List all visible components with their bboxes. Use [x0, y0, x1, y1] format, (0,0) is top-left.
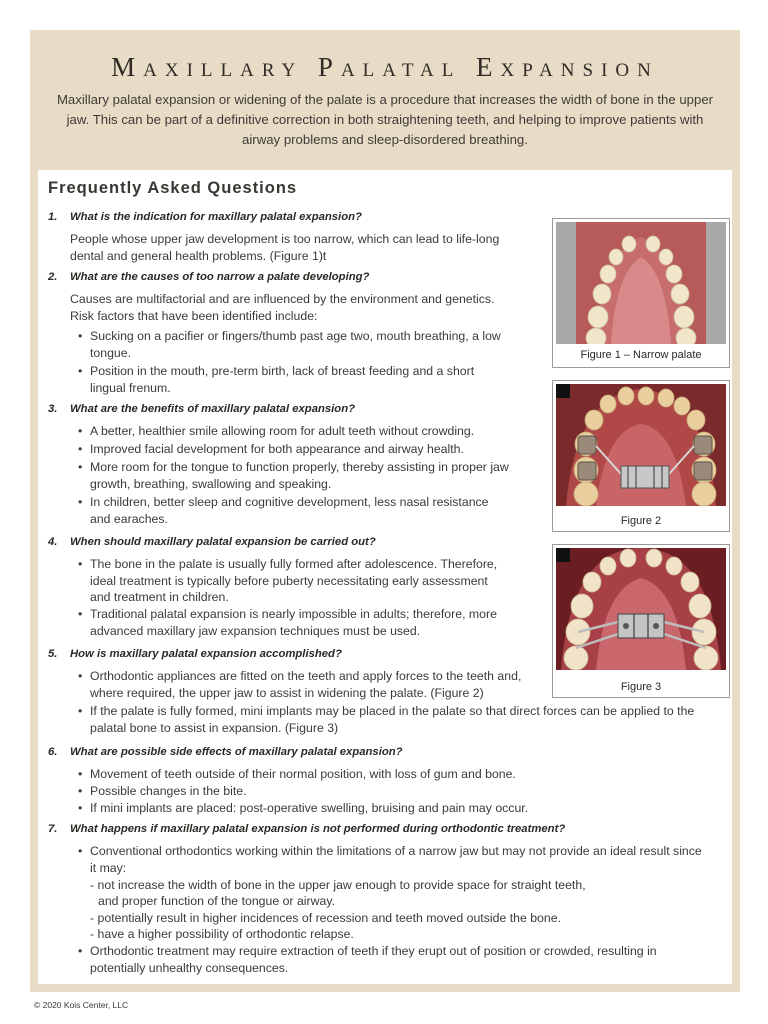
- answer-2: Causes are multifactorial and are influenced by the environment and genetics. Risk factors that have been identified include:: [70, 292, 495, 323]
- figure-1: [552, 218, 730, 368]
- question-text: What is the indication for maxillary palatal expansion?: [70, 211, 362, 223]
- list-item: • Traditional palatal expansion is nearly impossible in adults; therefore, more advanced maxillary jaw expansion techniques must be used.: [78, 607, 497, 638]
- list-item: • In children, better sleep and cognitive development, less nasal resistance and earaches.: [78, 495, 489, 526]
- answer-1: People whose upper jaw development is too narrow, which can lead to life-long dental and general health problems. (Figure 1)t: [70, 232, 500, 263]
- copyright-footer: © 2020 Kois Center, LLC: [34, 1000, 129, 1010]
- header-band: [30, 30, 740, 170]
- list-item: • Orthodontic appliances are fitted on the teeth and apply forces to the teeth and, where required, the upper jaw to assist in widening the palate. (Figure 2): [78, 669, 522, 700]
- page-frame: [30, 30, 740, 992]
- question-number: 7.: [48, 823, 58, 835]
- list-item: • If mini implants are placed: post-operative swelling, bruising and pain may occur.: [78, 801, 529, 815]
- list-item: • If the palate is fully formed, mini implants may be placed in the palate so that direct forces can be applied to the palatal bone to assist in expansion. (Figure 3): [78, 704, 695, 735]
- content-panel: [38, 170, 732, 984]
- intro-paragraph: Maxillary palatal expansion or widening of the palate is a procedure that increases the width of bone in the upper jaw. This can be part of a definitive correction in both straightening teeth, and helping to improve patients with airway problems and sleep-disordered breathing.: [56, 92, 714, 147]
- list-item: • Movement of teeth outside of their normal position, with loss of gum and bone.: [78, 767, 516, 781]
- question-number: 1.: [48, 211, 58, 223]
- question-4: [48, 536, 376, 548]
- question-number: 3.: [48, 403, 58, 415]
- question-3: [48, 403, 355, 415]
- question-2: [48, 271, 369, 283]
- figure-3: [552, 544, 730, 698]
- question-number: 4.: [48, 536, 58, 548]
- faq-heading: Frequently Asked Questions: [48, 179, 298, 197]
- list-item: • More room for the tongue to function properly, thereby assisting in proper jaw growth, breathing, swallowing and speaking.: [78, 460, 509, 491]
- expansion-appliance-photo: [556, 384, 726, 506]
- question-text: When should maxillary palatal expansion be carried out?: [70, 536, 376, 548]
- page-title: Maxillary Palatal Expansion: [111, 52, 659, 82]
- question-text: What are possible side effects of maxillary palatal expansion?: [70, 746, 403, 758]
- question-6: [48, 746, 403, 758]
- list-item: • Conventional orthodontics working within the limitations of a narrow jaw but may not provide an ideal result since it may:: [78, 844, 702, 875]
- narrow-palate-photo: [556, 222, 726, 344]
- list-item: • Possible changes in the bite.: [78, 784, 247, 798]
- question-text: What are the causes of too narrow a palate developing?: [70, 271, 370, 283]
- question-number: 5.: [48, 648, 58, 660]
- sub-item: - have a higher possibility of orthodontic relapse.: [90, 927, 354, 941]
- question-number: 6.: [48, 746, 58, 758]
- figure-caption: Figure 1 – Narrow palate: [580, 349, 702, 361]
- list-item: • Improved facial development for both appearance and airway health.: [78, 442, 464, 456]
- question-text: What are the benefits of maxillary palatal expansion?: [70, 403, 356, 415]
- figure-caption: Figure 3: [620, 681, 662, 693]
- question-text: What happens if maxillary palatal expansion is not performed during orthodontic treatment?: [70, 823, 566, 835]
- figure-2: [552, 380, 730, 532]
- question-5: [48, 648, 342, 660]
- question-text: How is maxillary palatal expansion accomplished?: [70, 648, 342, 660]
- sub-item: - not increase the width of bone in the upper jaw enough to provide space for straight teeth,: [90, 878, 586, 892]
- list-item: • A better, healthier smile allowing room for adult teeth without crowding.: [78, 424, 475, 438]
- list-item: • Sucking on a pacifier or fingers/thumb past age two, mouth breathing, a low tongue.: [78, 329, 501, 360]
- question-number: 2.: [48, 271, 58, 283]
- sub-item: - potentially result in higher incidences of recession and teeth moved outside the bone.: [90, 911, 561, 925]
- figure-caption: Figure 2: [620, 515, 662, 527]
- question-1: [48, 211, 362, 223]
- question-7: [48, 823, 565, 835]
- list-item: • The bone in the palate is usually fully formed after adolescence. Therefore, ideal treatment is typically before puberty necessitating early assessment and treatment in children.: [78, 557, 498, 604]
- list-item: • Position in the mouth, pre-term birth, lack of breast feeding and a short lingual frenum.: [78, 364, 475, 395]
- list-item: • Orthodontic treatment may require extraction of teeth if they erupt out of position or crowded, resulting in potentially unhealthy consequences.: [78, 944, 657, 975]
- sub-item: and proper function of the tongue or airway.: [98, 894, 335, 908]
- mini-implant-photo: [556, 548, 726, 670]
